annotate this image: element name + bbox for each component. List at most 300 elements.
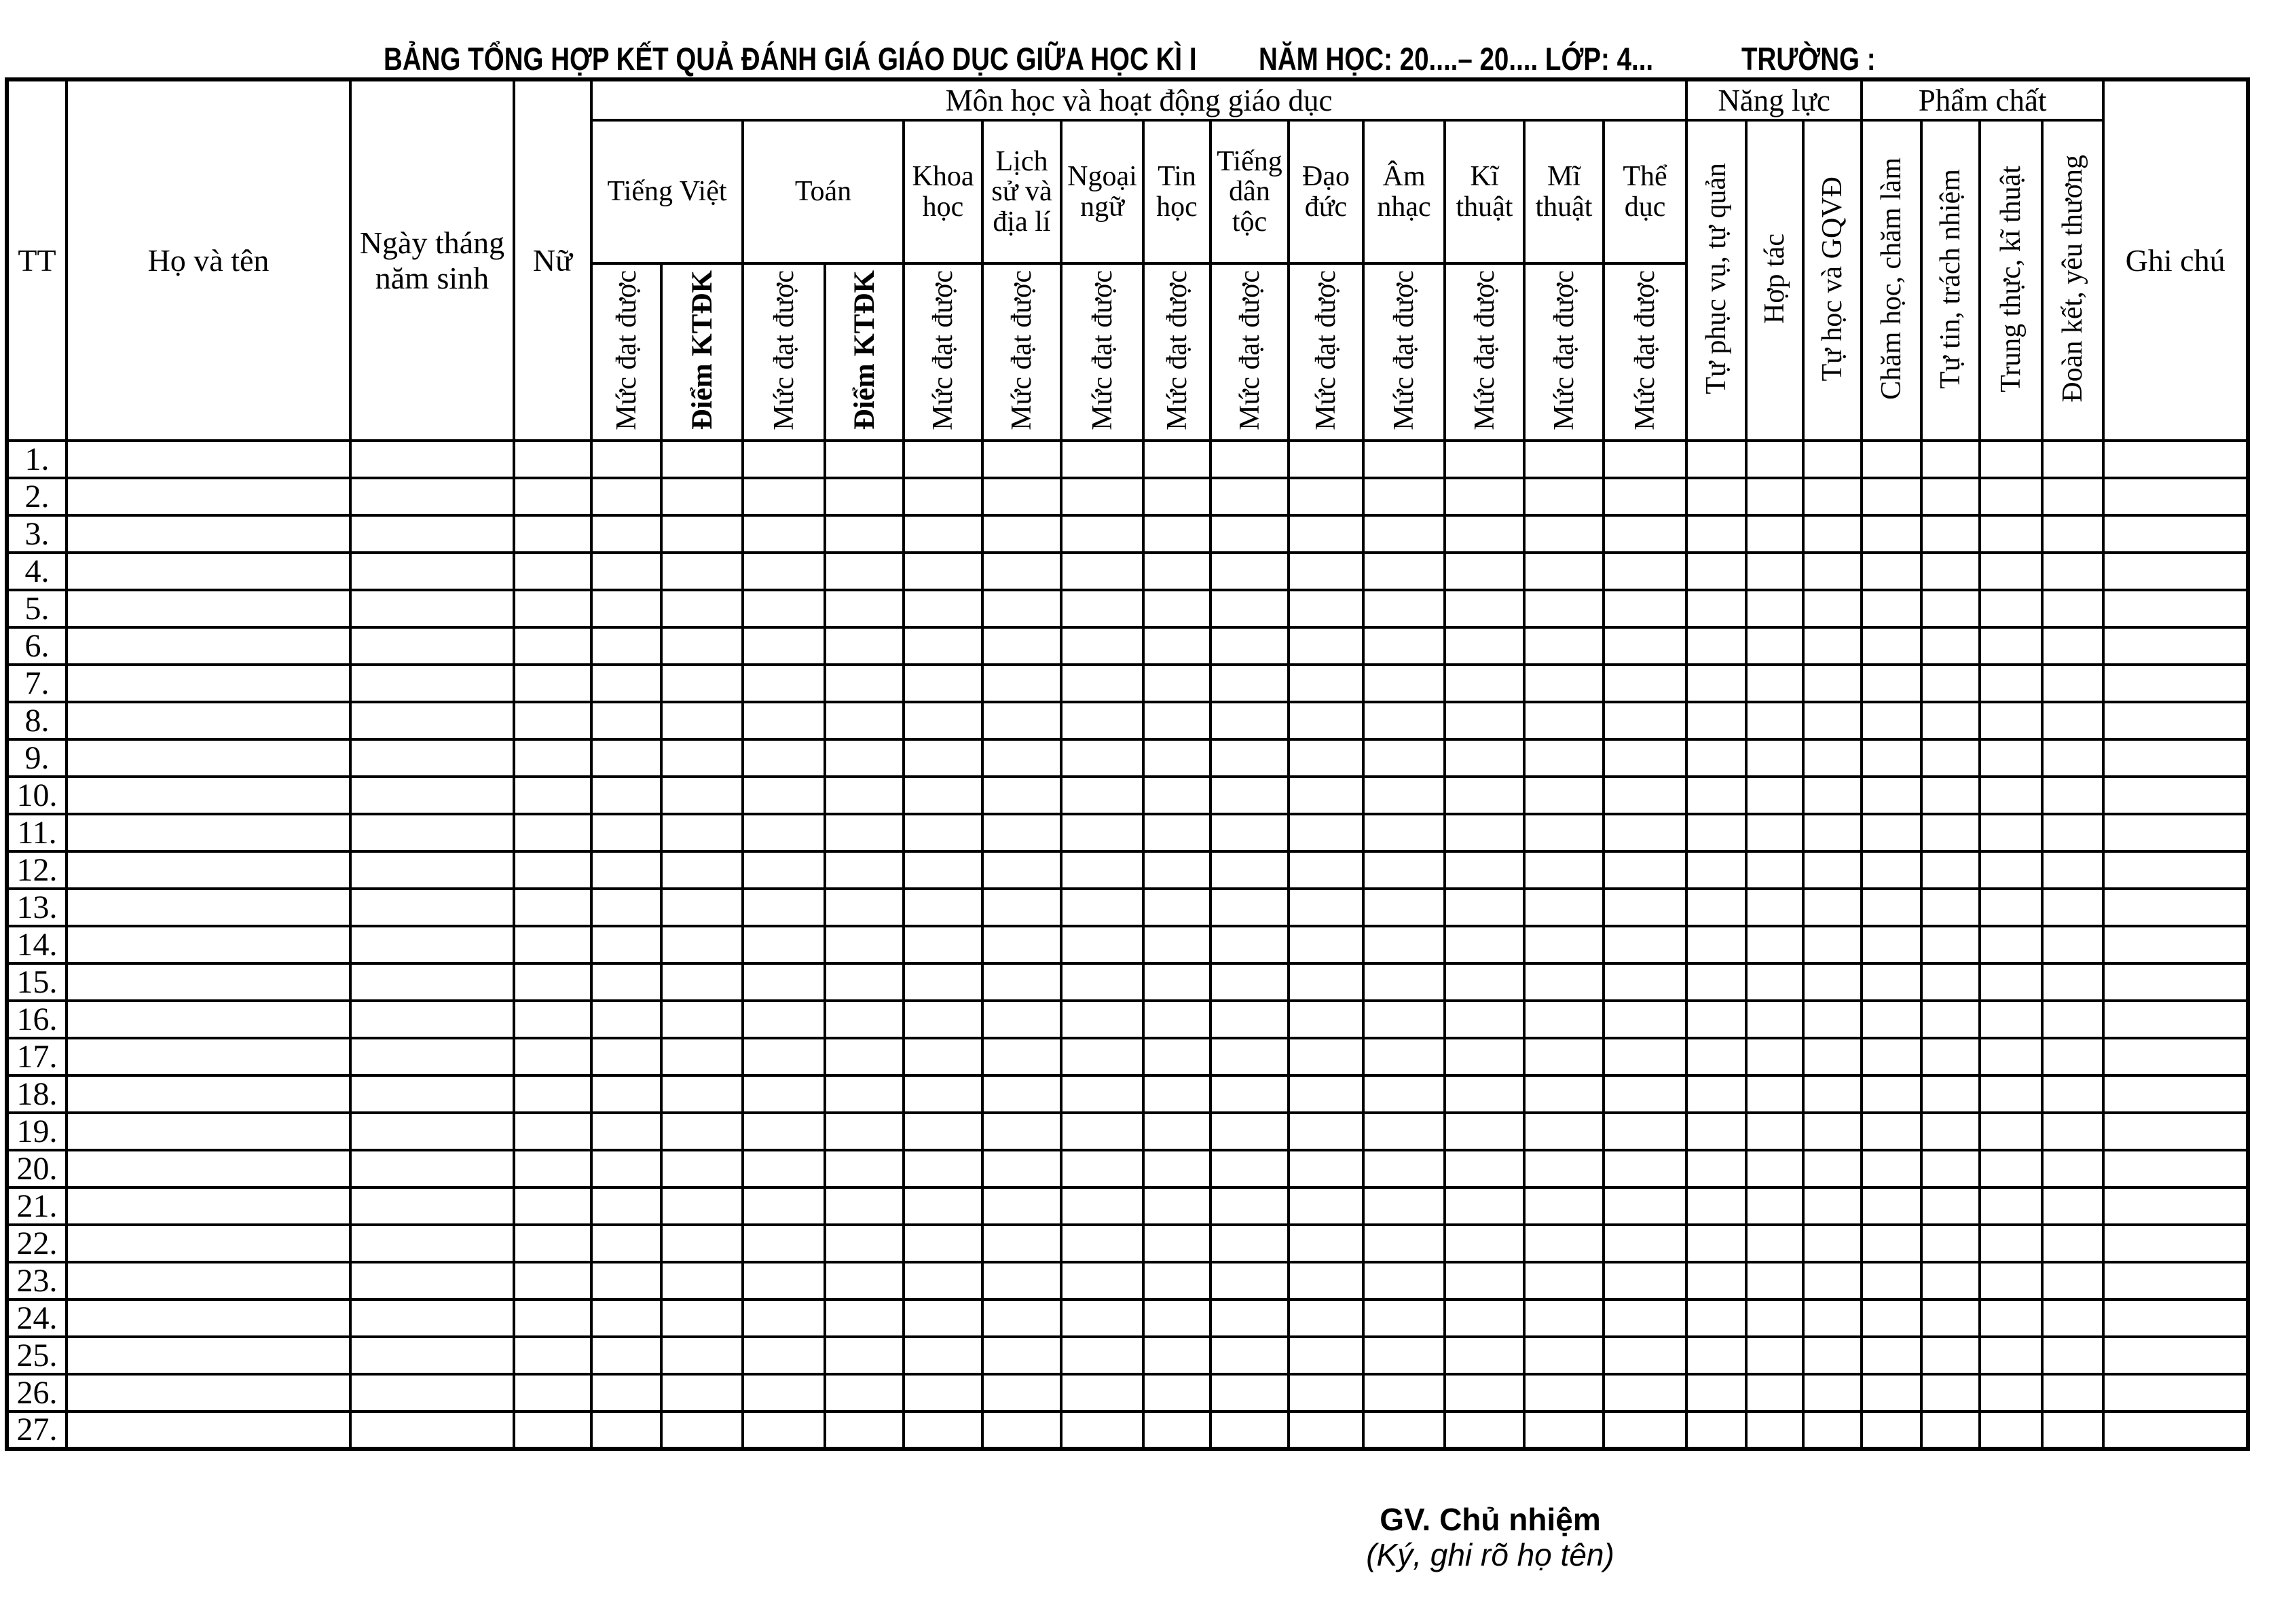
empty-cell <box>1862 1001 1921 1038</box>
empty-cell <box>350 1262 514 1299</box>
empty-cell <box>1746 777 1803 814</box>
row-number: 25. <box>7 1337 67 1374</box>
empty-cell <box>661 1299 743 1337</box>
empty-cell <box>2103 1150 2248 1187</box>
empty-cell <box>825 1299 904 1337</box>
empty-cell <box>1143 1001 1211 1038</box>
empty-cell <box>67 777 350 814</box>
empty-cell <box>2103 590 2248 627</box>
empty-cell <box>1803 739 1862 777</box>
competency-header-0 <box>1686 120 1746 441</box>
empty-cell <box>67 1411 350 1449</box>
empty-cell <box>1921 1001 1980 1038</box>
empty-cell <box>514 1187 591 1225</box>
empty-cell <box>591 1337 661 1374</box>
empty-cell <box>1143 889 1211 926</box>
empty-cell <box>1445 702 1524 739</box>
empty-cell <box>350 441 514 478</box>
school-name-label: TRƯỜNG : <box>1741 41 1876 77</box>
table-row <box>7 702 2248 739</box>
empty-cell <box>743 515 825 553</box>
empty-cell <box>1061 1150 1143 1187</box>
empty-cell <box>1445 590 1524 627</box>
empty-cell <box>1746 963 1803 1001</box>
empty-cell <box>825 851 904 889</box>
empty-cell <box>825 590 904 627</box>
subject-header-the-duc: Thể dục <box>1604 120 1686 263</box>
empty-cell <box>1143 926 1211 963</box>
empty-cell <box>350 515 514 553</box>
subheader-khoa-hoc-muc <box>904 263 982 441</box>
empty-cell <box>825 1337 904 1374</box>
empty-cell <box>1686 777 1746 814</box>
empty-cell <box>1211 1411 1289 1449</box>
empty-cell <box>1143 627 1211 665</box>
empty-cell <box>1524 590 1604 627</box>
empty-cell <box>1363 1075 1445 1113</box>
empty-cell <box>1363 1225 1445 1262</box>
empty-cell <box>1686 851 1746 889</box>
empty-cell <box>1289 553 1363 590</box>
empty-cell <box>2103 478 2248 515</box>
subheader-tieng-viet-muc <box>591 263 661 441</box>
empty-cell <box>591 590 661 627</box>
empty-cell <box>2042 851 2103 889</box>
empty-cell <box>1862 1113 1921 1150</box>
table-row <box>7 1411 2248 1449</box>
empty-cell <box>1746 851 1803 889</box>
empty-cell <box>1143 1113 1211 1150</box>
empty-cell <box>825 1113 904 1150</box>
table-row <box>7 1038 2248 1075</box>
empty-cell <box>743 1113 825 1150</box>
empty-cell <box>1363 1262 1445 1299</box>
empty-cell <box>350 553 514 590</box>
empty-cell <box>2042 1075 2103 1113</box>
empty-cell <box>982 1299 1061 1337</box>
empty-cell <box>661 553 743 590</box>
empty-cell <box>1211 702 1289 739</box>
empty-cell <box>1803 441 1862 478</box>
empty-cell <box>1445 1225 1524 1262</box>
empty-cell <box>1980 515 2042 553</box>
empty-cell <box>1803 478 1862 515</box>
empty-cell <box>1980 1225 2042 1262</box>
empty-cell <box>1061 926 1143 963</box>
subheader-label: Mức đạt được <box>768 270 800 430</box>
empty-cell <box>743 1001 825 1038</box>
empty-cell <box>2103 441 2248 478</box>
empty-cell <box>2042 1411 2103 1449</box>
empty-cell <box>1604 814 1686 851</box>
empty-cell <box>904 1038 982 1075</box>
empty-cell <box>1524 1299 1604 1337</box>
empty-cell <box>904 478 982 515</box>
empty-cell <box>1803 702 1862 739</box>
empty-cell <box>1211 1225 1289 1262</box>
empty-cell <box>1143 1225 1211 1262</box>
empty-cell <box>591 1150 661 1187</box>
empty-cell <box>982 963 1061 1001</box>
empty-cell <box>1363 1150 1445 1187</box>
empty-cell <box>1686 1001 1746 1038</box>
row-number: 2. <box>7 478 67 515</box>
empty-cell <box>904 590 982 627</box>
empty-cell <box>1061 590 1143 627</box>
empty-cell <box>591 515 661 553</box>
row-number: 11. <box>7 814 67 851</box>
row-number: 12. <box>7 851 67 889</box>
header-notes: Ghi chú <box>2103 79 2248 441</box>
empty-cell <box>1980 627 2042 665</box>
row-number: 19. <box>7 1113 67 1150</box>
table-row <box>7 1187 2248 1225</box>
empty-cell <box>904 627 982 665</box>
empty-cell <box>1604 627 1686 665</box>
empty-cell <box>1363 889 1445 926</box>
empty-cell <box>904 1075 982 1113</box>
empty-cell <box>661 777 743 814</box>
row-number: 22. <box>7 1225 67 1262</box>
empty-cell <box>743 1299 825 1337</box>
empty-cell <box>1289 963 1363 1001</box>
empty-cell <box>350 963 514 1001</box>
empty-cell <box>825 553 904 590</box>
empty-cell <box>1980 1150 2042 1187</box>
empty-cell <box>1445 1411 1524 1449</box>
empty-cell <box>350 926 514 963</box>
subheader-toan-muc <box>743 263 825 441</box>
empty-cell <box>1363 926 1445 963</box>
empty-cell <box>1803 777 1862 814</box>
empty-cell <box>2042 665 2103 702</box>
empty-cell <box>1921 814 1980 851</box>
empty-cell <box>67 1225 350 1262</box>
subject-header-lich-su-dia-li: Lịch sử và địa lí <box>982 120 1061 263</box>
subheader-label: Mức đạt được <box>927 270 959 430</box>
empty-cell <box>1746 1299 1803 1337</box>
empty-cell <box>591 1374 661 1411</box>
empty-cell <box>825 1150 904 1187</box>
empty-cell <box>661 1225 743 1262</box>
empty-cell <box>67 963 350 1001</box>
empty-cell <box>1211 478 1289 515</box>
empty-cell <box>661 1337 743 1374</box>
empty-cell <box>1604 553 1686 590</box>
empty-cell <box>743 1262 825 1299</box>
signer-title: GV. Chủ nhiệm <box>1380 1502 1601 1537</box>
empty-cell <box>350 851 514 889</box>
empty-cell <box>67 1374 350 1411</box>
empty-cell <box>1746 478 1803 515</box>
empty-cell <box>67 1150 350 1187</box>
quality-header-0-label: Chăm học, chăm làm <box>1876 158 1908 400</box>
empty-cell <box>1862 1075 1921 1113</box>
header-tt: TT <box>7 79 67 441</box>
empty-cell <box>350 1299 514 1337</box>
empty-cell <box>904 553 982 590</box>
header-name: Họ và tên <box>67 79 350 441</box>
empty-cell <box>982 590 1061 627</box>
empty-cell <box>1289 1374 1363 1411</box>
empty-cell <box>1686 1225 1746 1262</box>
empty-cell <box>2042 702 2103 739</box>
empty-cell <box>904 1337 982 1374</box>
empty-cell <box>1445 1001 1524 1038</box>
table-row <box>7 777 2248 814</box>
row-number: 7. <box>7 665 67 702</box>
empty-cell <box>1289 1337 1363 1374</box>
empty-cell <box>1143 1411 1211 1449</box>
empty-cell <box>1061 702 1143 739</box>
row-number: 9. <box>7 739 67 777</box>
row-number: 17. <box>7 1038 67 1075</box>
empty-cell <box>1524 851 1604 889</box>
empty-cell <box>2103 1411 2248 1449</box>
empty-cell <box>825 1001 904 1038</box>
row-number: 13. <box>7 889 67 926</box>
empty-cell <box>1143 1337 1211 1374</box>
empty-cell <box>1604 1411 1686 1449</box>
empty-cell <box>1445 627 1524 665</box>
empty-cell <box>1445 963 1524 1001</box>
empty-cell <box>1524 1374 1604 1411</box>
empty-cell <box>1604 478 1686 515</box>
empty-cell <box>1289 851 1363 889</box>
table-row <box>7 814 2248 851</box>
empty-cell <box>825 889 904 926</box>
empty-cell <box>1921 851 1980 889</box>
empty-cell <box>350 1225 514 1262</box>
empty-cell <box>2103 851 2248 889</box>
empty-cell <box>1524 739 1604 777</box>
empty-cell <box>1524 1075 1604 1113</box>
empty-cell <box>591 665 661 702</box>
empty-cell <box>1803 963 1862 1001</box>
empty-cell <box>514 590 591 627</box>
empty-cell <box>1524 1113 1604 1150</box>
empty-cell <box>904 777 982 814</box>
empty-cell <box>514 851 591 889</box>
empty-cell <box>514 478 591 515</box>
empty-cell <box>591 1411 661 1449</box>
empty-cell <box>1061 1225 1143 1262</box>
empty-cell <box>1363 1299 1445 1337</box>
empty-cell <box>982 478 1061 515</box>
empty-cell <box>2042 926 2103 963</box>
empty-cell <box>1524 963 1604 1001</box>
empty-cell <box>825 627 904 665</box>
empty-cell <box>1862 627 1921 665</box>
empty-cell <box>1980 1187 2042 1225</box>
empty-cell <box>1445 926 1524 963</box>
row-number: 21. <box>7 1187 67 1225</box>
empty-cell <box>1921 627 1980 665</box>
empty-cell <box>1746 1187 1803 1225</box>
empty-cell <box>514 1150 591 1187</box>
empty-cell <box>1803 1337 1862 1374</box>
empty-cell <box>1524 889 1604 926</box>
empty-cell <box>1980 702 2042 739</box>
empty-cell <box>67 889 350 926</box>
empty-cell <box>1604 1187 1686 1225</box>
empty-cell <box>1363 1411 1445 1449</box>
empty-cell <box>1211 851 1289 889</box>
subject-header-toan: Toán <box>743 120 904 263</box>
subheader-ngoai-ngu-muc <box>1061 263 1143 441</box>
empty-cell <box>825 926 904 963</box>
empty-cell <box>825 963 904 1001</box>
header-qualities-group: Phẩm chất <box>1862 79 2103 120</box>
assessment-table <box>5 77 2250 1451</box>
empty-cell <box>1524 515 1604 553</box>
table-row <box>7 1337 2248 1374</box>
empty-cell <box>1143 963 1211 1001</box>
row-number: 6. <box>7 627 67 665</box>
empty-cell <box>591 702 661 739</box>
empty-cell <box>825 478 904 515</box>
empty-cell <box>1686 441 1746 478</box>
school-year-class-label: NĂM HỌC: 20....– 20.... LỚP: 4... <box>1259 41 1654 77</box>
empty-cell <box>1061 814 1143 851</box>
empty-cell <box>1363 665 1445 702</box>
empty-cell <box>661 665 743 702</box>
empty-cell <box>591 1075 661 1113</box>
empty-cell <box>350 1113 514 1150</box>
empty-cell <box>1746 1038 1803 1075</box>
empty-cell <box>1289 777 1363 814</box>
empty-cell <box>1143 851 1211 889</box>
empty-cell <box>514 665 591 702</box>
empty-cell <box>1746 1337 1803 1374</box>
empty-cell <box>1524 1001 1604 1038</box>
empty-cell <box>1980 441 2042 478</box>
empty-cell <box>67 1001 350 1038</box>
table-row <box>7 553 2248 590</box>
empty-cell <box>1803 1001 1862 1038</box>
empty-cell <box>1604 702 1686 739</box>
empty-cell <box>1980 739 2042 777</box>
empty-cell <box>904 1262 982 1299</box>
empty-cell <box>825 1187 904 1225</box>
empty-cell <box>1061 1075 1143 1113</box>
empty-cell <box>514 1038 591 1075</box>
empty-cell <box>1921 478 1980 515</box>
empty-cell <box>514 627 591 665</box>
empty-cell <box>1143 665 1211 702</box>
empty-cell <box>982 515 1061 553</box>
empty-cell <box>743 1225 825 1262</box>
table-row <box>7 1299 2248 1337</box>
empty-cell <box>67 627 350 665</box>
empty-cell <box>350 478 514 515</box>
empty-cell <box>67 441 350 478</box>
empty-cell <box>1143 553 1211 590</box>
empty-cell <box>661 963 743 1001</box>
empty-cell <box>1746 553 1803 590</box>
empty-cell <box>1921 1299 1980 1337</box>
empty-cell <box>1363 851 1445 889</box>
empty-cell <box>591 627 661 665</box>
subheader-mi-thuat-muc <box>1524 263 1604 441</box>
empty-cell <box>1211 963 1289 1001</box>
empty-cell <box>1921 665 1980 702</box>
empty-cell <box>1445 1374 1524 1411</box>
empty-cell <box>1604 1225 1686 1262</box>
empty-cell <box>661 1187 743 1225</box>
empty-cell <box>1524 1337 1604 1374</box>
row-number: 1. <box>7 441 67 478</box>
empty-cell <box>1803 814 1862 851</box>
empty-cell <box>591 441 661 478</box>
empty-cell <box>1143 515 1211 553</box>
empty-cell <box>1363 553 1445 590</box>
empty-cell <box>1061 1374 1143 1411</box>
empty-cell <box>904 963 982 1001</box>
empty-cell <box>1445 515 1524 553</box>
empty-cell <box>1211 1038 1289 1075</box>
empty-cell <box>1980 1075 2042 1113</box>
empty-cell <box>1061 1299 1143 1337</box>
empty-cell <box>1061 1038 1143 1075</box>
empty-cell <box>1289 627 1363 665</box>
signature-block <box>1314 1502 1667 1572</box>
empty-cell <box>2103 1001 2248 1038</box>
empty-cell <box>1363 627 1445 665</box>
empty-cell <box>904 814 982 851</box>
empty-cell <box>591 851 661 889</box>
empty-cell <box>2103 1262 2248 1299</box>
empty-cell <box>1445 1038 1524 1075</box>
empty-cell <box>1604 665 1686 702</box>
quality-header-2-label: Trung thực, kĩ thuật <box>1995 165 2027 392</box>
empty-cell <box>514 1299 591 1337</box>
header-subjects-group: Môn học và hoạt động giáo dục <box>591 79 1686 120</box>
subheader-label: Mức đạt được <box>1161 270 1193 430</box>
empty-cell <box>2042 739 2103 777</box>
empty-cell <box>904 441 982 478</box>
empty-cell <box>514 1225 591 1262</box>
subject-header-tieng-dan-toc: Tiếng dân tộc <box>1211 120 1289 263</box>
empty-cell <box>514 1001 591 1038</box>
empty-cell <box>1803 926 1862 963</box>
subheader-tieng-dan-toc-muc <box>1211 263 1289 441</box>
empty-cell <box>2042 1187 2103 1225</box>
empty-cell <box>1445 1187 1524 1225</box>
row-number: 23. <box>7 1262 67 1299</box>
empty-cell <box>1686 1299 1746 1337</box>
empty-cell <box>1061 515 1143 553</box>
signer-note: (Ký, ghi rõ họ tên) <box>1366 1537 1614 1572</box>
empty-cell <box>1746 1113 1803 1150</box>
empty-cell <box>1803 665 1862 702</box>
empty-cell <box>1445 1262 1524 1299</box>
empty-cell <box>350 1187 514 1225</box>
row-number: 15. <box>7 963 67 1001</box>
empty-cell <box>743 478 825 515</box>
empty-cell <box>67 1187 350 1225</box>
empty-cell <box>2042 1374 2103 1411</box>
empty-cell <box>350 590 514 627</box>
empty-cell <box>67 665 350 702</box>
empty-cell <box>591 1113 661 1150</box>
empty-cell <box>1803 851 1862 889</box>
empty-cell <box>1980 1001 2042 1038</box>
competency-header-2-label: Tự học và GQVĐ <box>1817 176 1849 382</box>
empty-cell <box>1061 627 1143 665</box>
empty-cell <box>1686 1411 1746 1449</box>
empty-cell <box>1604 1038 1686 1075</box>
